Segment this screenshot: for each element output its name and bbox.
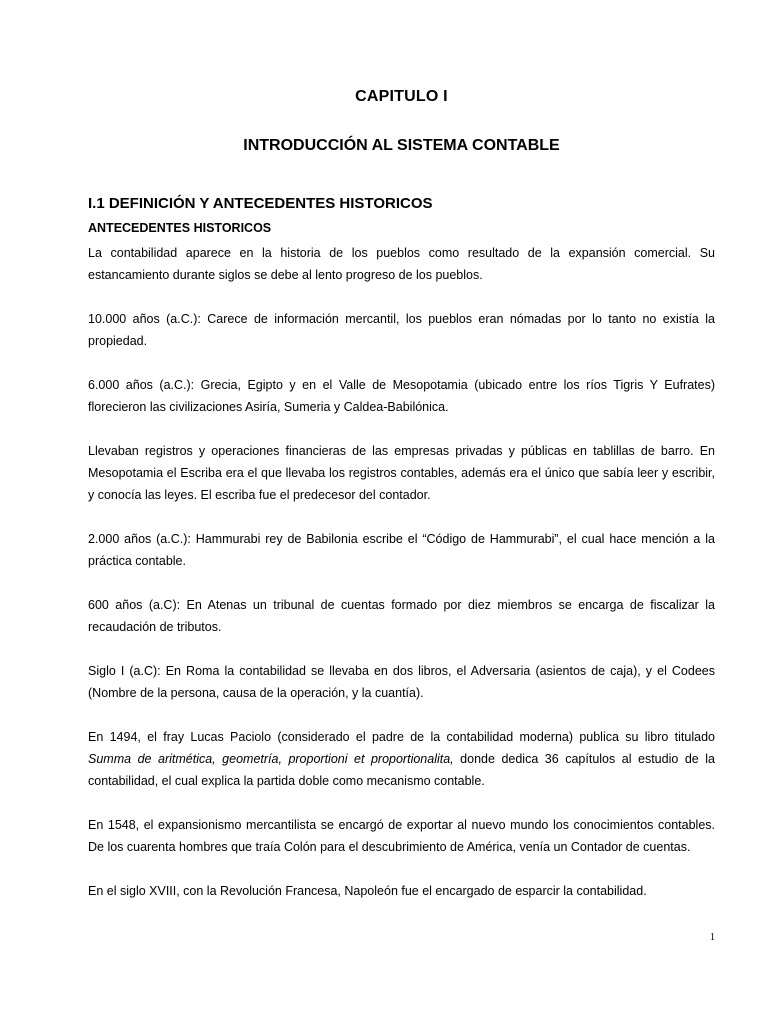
paragraph-intro: La contabilidad aparece en la historia de los pueblos como resultado de la expansión comercial. Su estancamiento durante siglos se debe al lento progreso de los pueblos. xyxy=(88,246,715,282)
paragraph-2000-bc: 2.000 años (a.C.): Hammurabi rey de Babilonia escribe el “Código de Hammurabi”, el cual hace mención a la práctica contable. xyxy=(88,532,715,568)
paragraph-10000-bc: 10.000 años (a.C.): Carece de información mercantil, los pueblos eran nómadas por lo tanto no existía la propiedad. xyxy=(88,312,715,348)
book-title: Summa de aritmética, geometría, proportioni et proportionalita, xyxy=(88,752,454,766)
chapter-title: INTRODUCCIÓN AL SISTEMA CONTABLE xyxy=(243,137,560,154)
paragraph-1494 xyxy=(88,726,715,792)
paragraph-600-bc: 600 años (a.C): En Atenas un tribunal de cuentas formado por diez miembros se encarga de fiscalizar la recaudación de tributos. xyxy=(88,598,715,634)
page-number: 1 xyxy=(710,932,715,943)
document-page xyxy=(88,0,715,1024)
chapter-heading: CAPITULO I xyxy=(355,88,448,105)
section-heading: I.1 DEFINICIÓN Y ANTECEDENTES HISTORICOS xyxy=(88,195,433,212)
paragraph-mesopotamia: Llevaban registros y operaciones financieras de las empresas privadas y públicas en tablillas de barro. En Mesopotamia el Escriba era el que llevaba los registros contables, además era el único que sabía leer y escribir, y conocía las leyes. El escriba fue el predecesor del contador. xyxy=(88,444,715,502)
paragraph-1494-before: En 1494, el fray Lucas Paciolo (considerado el padre de la contabilidad moderna) publica su libro titulado xyxy=(88,730,715,744)
paragraph-1494-after: donde dedica 36 capítulos al estudio de la contabilidad, el cual explica la partida doble como mecanismo contable. xyxy=(88,752,715,788)
subsection-heading: ANTECEDENTES HISTORICOS xyxy=(88,221,272,235)
document-body xyxy=(88,242,715,924)
paragraph-siglo-xviii: En el siglo XVIII, con la Revolución Francesa, Napoleón fue el encargado de esparcir la contabilidad. xyxy=(88,884,647,898)
paragraph-siglo-i: Siglo I (a.C): En Roma la contabilidad se llevaba en dos libros, el Adversaria (asientos de caja), y el Codees (Nombre de la persona, causa de la operación, y la cuantía). xyxy=(88,664,715,700)
paragraph-1548: En 1548, el expansionismo mercantilista se encargó de exportar al nuevo mundo los conocimientos contables. De los cuarenta hombres que traía Colón para el descubrimiento de América, venía un Contador de cuentas. xyxy=(88,818,715,854)
paragraph-6000-bc: 6.000 años (a.C.): Grecia, Egipto y en el Valle de Mesopotamia (ubicado entre los ríos Tigris Y Eufrates) florecieron las civilizaciones Asiría, Sumeria y Caldea-Babilónica. xyxy=(88,378,715,414)
